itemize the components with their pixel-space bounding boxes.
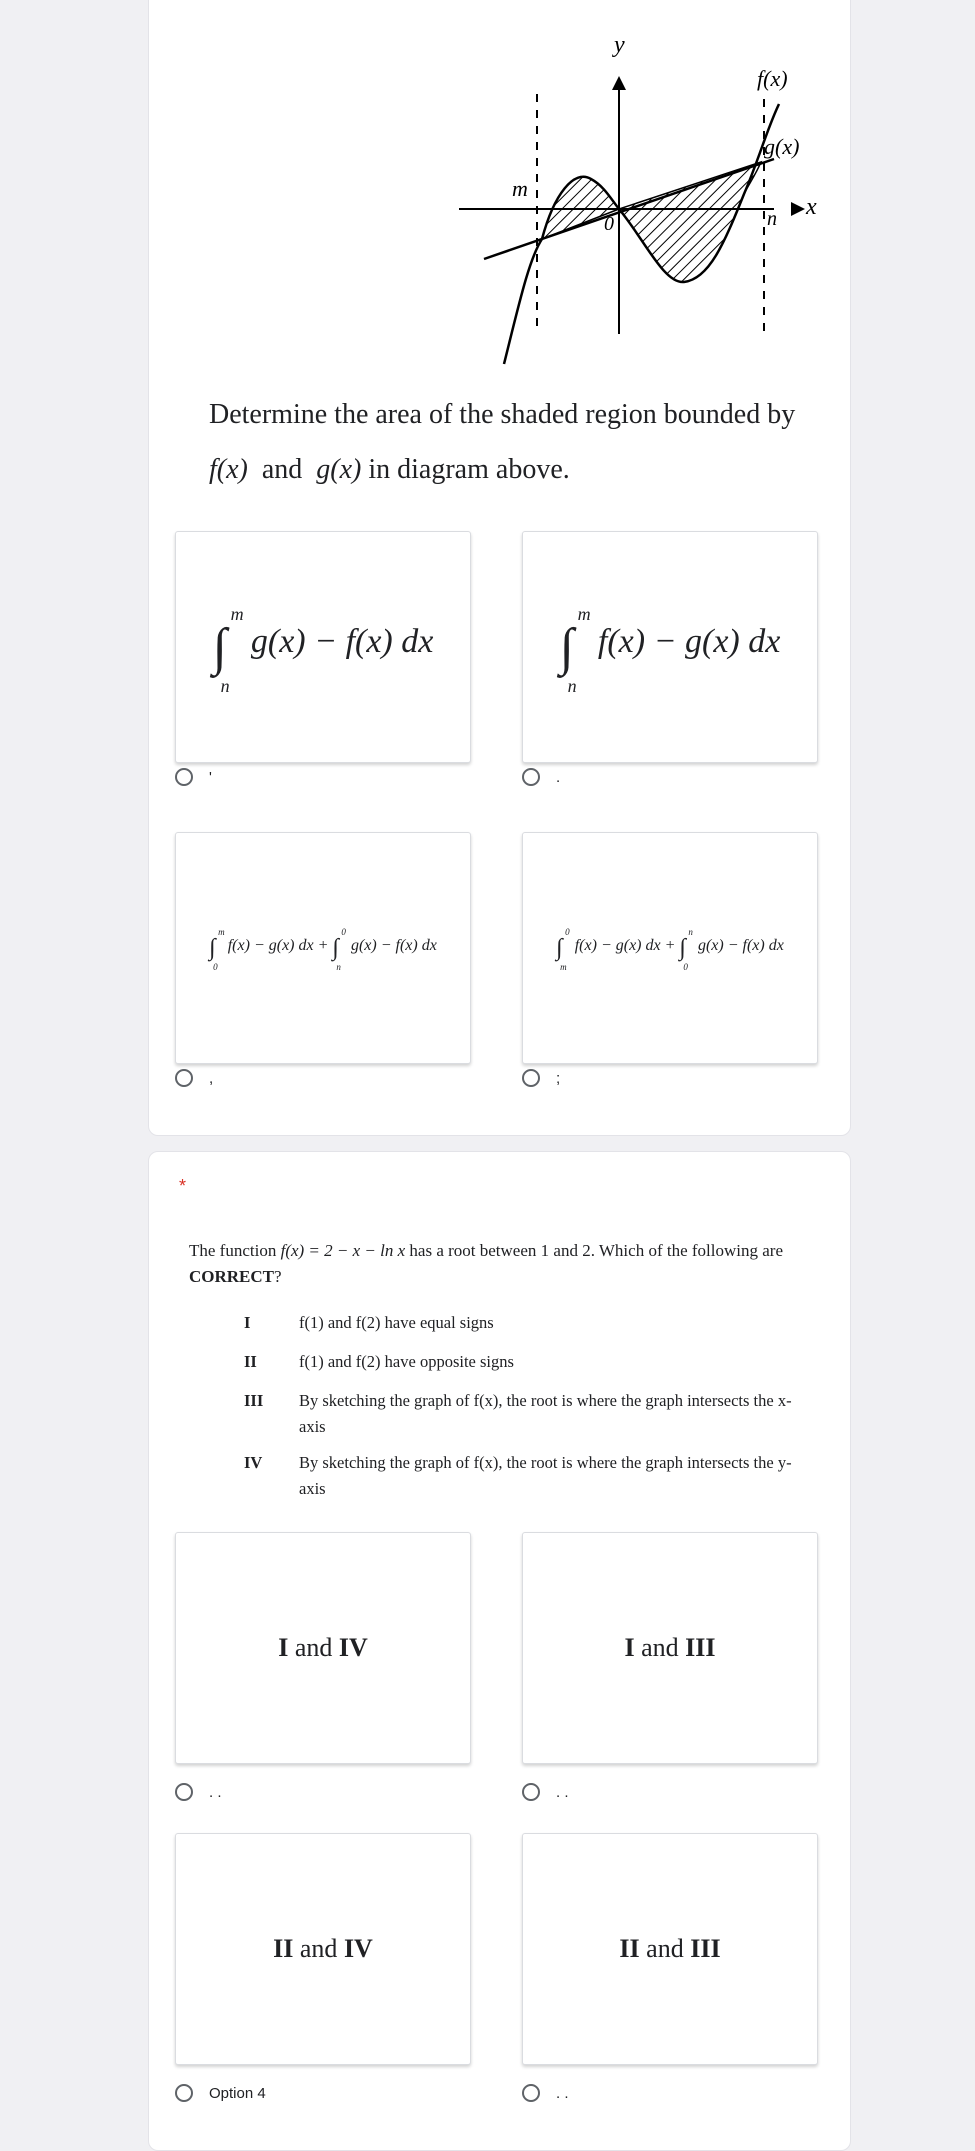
q2-option-4-radio[interactable] — [522, 2084, 540, 2102]
q1-option-2-radio[interactable] — [522, 768, 540, 786]
area-diagram — [329, 32, 817, 379]
label-origin: 0 — [604, 213, 614, 235]
label-x: x — [806, 194, 817, 220]
q2-option-3-radio[interactable] — [175, 2084, 193, 2102]
label-g: g(x) — [764, 134, 800, 159]
question-card-1 — [148, 0, 851, 1136]
statement-3: III By sketching the graph of f(x), the root is where the graph intersects the x-axis — [244, 1391, 792, 1436]
q1-option-2[interactable]: . — [522, 764, 560, 790]
q1-option-3[interactable]: , — [175, 1065, 213, 1091]
question-card-2 — [148, 1151, 851, 2151]
q1-option-3-image[interactable]: ∫ m 0 f(x) − g(x) dx + ∫ 0 n g(x) − f(x) dx — [175, 832, 471, 1064]
q2-option-1[interactable]: . . — [175, 1779, 222, 1805]
q1-option-4-image[interactable]: ∫ 0 m f(x) − g(x) dx + ∫ n 0 g(x) − f(x) dx — [522, 832, 818, 1064]
q1-option-4[interactable]: ; — [522, 1065, 560, 1091]
q2-option-2-radio[interactable] — [522, 1783, 540, 1801]
q2-option-3-image[interactable]: II and IV — [175, 1833, 471, 2065]
label-m: m — [512, 176, 528, 201]
prompt-f: f(x) — [209, 454, 248, 485]
q2-option-4[interactable]: . . — [522, 2080, 569, 2106]
q2-option-3[interactable]: Option 4 — [175, 2080, 266, 2106]
q1-option-1-image[interactable]: ∫ m n g(x) − f(x) dx — [175, 531, 471, 763]
x-axis-arrow — [791, 202, 805, 216]
q1-option-1[interactable]: ' — [175, 764, 212, 790]
question-2-stem: The function f(x) = 2 − x − ln x has a root between 1 and 2. Which of the following are CORRECT? — [189, 1241, 783, 1286]
label-y: y — [614, 32, 625, 58]
prompt-g: g(x) — [316, 454, 362, 485]
q1-option-3-radio[interactable] — [175, 1069, 193, 1087]
q2-option-2[interactable]: . . — [522, 1779, 569, 1805]
question-1-prompt: Determine the area of the shaded region bounded by f(x) and g(x) in diagram above. — [209, 399, 796, 485]
q2-option-2-image[interactable]: I and III — [522, 1532, 818, 1764]
statement-2: II f(1) and f(2) have opposite signs — [244, 1352, 514, 1371]
statement-4: IV By sketching the graph of f(x), the root is where the graph intersects the y-axis — [244, 1453, 792, 1498]
q2-option-1-image[interactable]: I and IV — [175, 1532, 471, 1764]
q2-option-4-image[interactable]: II and III — [522, 1833, 818, 2065]
q1-option-2-image[interactable]: ∫ m n f(x) − g(x) dx — [522, 531, 818, 763]
q1-option-1-radio[interactable] — [175, 768, 193, 786]
shaded-region-right — [619, 162, 761, 282]
q2-option-1-radio[interactable] — [175, 1783, 193, 1801]
label-n: n — [767, 208, 777, 230]
q1-option-4-radio[interactable] — [522, 1069, 540, 1087]
label-f: f(x) — [757, 66, 788, 91]
statement-1: I f(1) and f(2) have equal signs — [244, 1313, 494, 1332]
y-axis-arrow — [612, 76, 626, 90]
required-asterisk: * — [179, 1176, 187, 1196]
